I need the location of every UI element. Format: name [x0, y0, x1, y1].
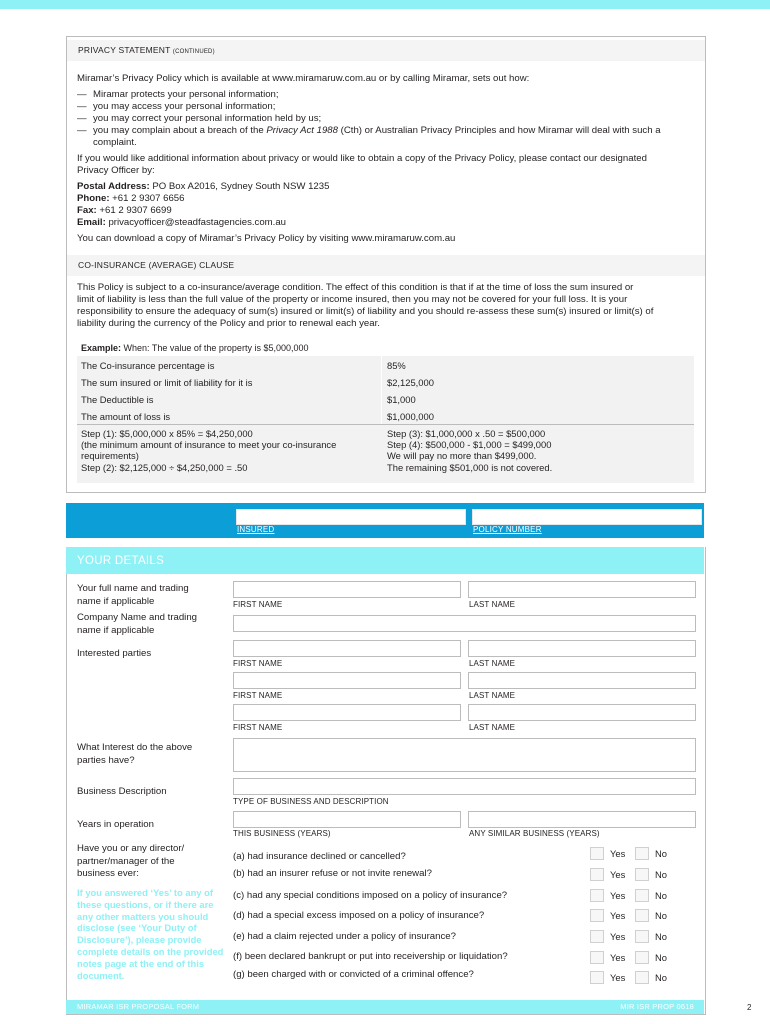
- first-name-label: FIRST NAME: [233, 723, 283, 732]
- example-header-row: [77, 339, 694, 357]
- interest-question: [77, 742, 192, 767]
- yes-checkbox[interactable]: [590, 868, 604, 881]
- postal-value: PO Box A2016, Sydney South NSW 1235: [149, 181, 330, 192]
- last-name-label: LAST NAME: [469, 659, 516, 668]
- no-checkbox[interactable]: [635, 847, 649, 860]
- question-item: (e) had a claim rejected under a policy of insurance?: [233, 931, 456, 942]
- no-checkbox[interactable]: [635, 951, 649, 964]
- interested-first-name-input[interactable]: [233, 704, 461, 721]
- steps-left: [81, 428, 336, 473]
- fax-label: Fax:: [77, 205, 97, 216]
- no-label: No: [655, 869, 667, 880]
- row-value: 85%: [387, 360, 406, 371]
- coinsurance-heading-band: [67, 255, 705, 276]
- insured-input[interactable]: [236, 509, 466, 525]
- column-divider: [381, 356, 382, 373]
- company-name-input[interactable]: [233, 615, 696, 632]
- row-label: The sum insured or limit of liability for it is: [81, 377, 253, 388]
- example-label: Example:: [81, 343, 122, 353]
- question-line: Interested parties: [77, 648, 152, 659]
- question-line: Years in operation: [77, 819, 154, 830]
- yes-checkbox[interactable]: [590, 971, 604, 984]
- example-text: When: The value of the property is $5,000,000: [121, 343, 309, 353]
- step-line: Step (4): $500,000 - $1,000 = $499,000: [387, 439, 552, 451]
- fax-value: +61 2 9307 6699: [96, 205, 172, 216]
- privacy-heading-text: PRIVACY STATEMENT: [78, 45, 171, 55]
- director-question: [77, 843, 184, 881]
- step-line: Step (2): $2,125,000 ÷ $4,250,000 = .50: [81, 461, 248, 473]
- row-value: $1,000,000: [387, 411, 434, 422]
- first-name-input[interactable]: [233, 581, 461, 598]
- interest-textarea[interactable]: [233, 738, 696, 772]
- step-line: The remaining $501,000 is not covered.: [387, 461, 553, 473]
- yes-checkbox[interactable]: [590, 930, 604, 943]
- coinsurance-paragraph: limit of liability is less than the full value of the property or income insured, then you may not be covered for your full loss. It is your: [77, 294, 628, 305]
- example-header: [81, 343, 308, 353]
- calculation-steps: [77, 425, 694, 483]
- yes-label: Yes: [610, 848, 626, 859]
- business-description-input[interactable]: [233, 778, 696, 795]
- step-line: (the minimum amount of insurance to meet your co-insurance: [81, 439, 337, 451]
- question-line: partner/manager of the: [77, 855, 175, 867]
- step-line: Step (3): $1,000,000 x .50 = $500,000: [387, 428, 546, 439]
- question-item: (a) had insurance declined or cancelled?: [233, 851, 406, 862]
- coinsurance-paragraph: This Policy is subject to a co-insurance/average condition. The effect of this condition is that if at the time of loss the sum insured or: [77, 282, 634, 293]
- table-row: [77, 407, 694, 425]
- row-label: The Co-insurance percentage is: [81, 360, 215, 371]
- privacy-heading-suffix: (CONTINUED): [172, 49, 215, 55]
- yes-checkbox[interactable]: [590, 847, 604, 860]
- step-line: We will pay no more than $499,000.: [387, 450, 537, 462]
- disclosure-note: If you answered ‘Yes’ to any of these questions, or if there are any other matters you should disclose (see ‘Your Duty of Disclosure’), please provide complete details on the provided notes page at the end of this document.: [77, 887, 224, 981]
- footer-bar: [66, 1000, 704, 1014]
- row-label: The Deductible is: [81, 394, 154, 405]
- no-label: No: [655, 952, 667, 963]
- email-label: Email:: [77, 217, 106, 228]
- interested-first-name-input[interactable]: [233, 672, 461, 689]
- interested-last-name-input[interactable]: [468, 704, 696, 721]
- no-checkbox[interactable]: [635, 868, 649, 881]
- privacy-heading-band: [67, 40, 705, 61]
- this-business-label: THIS BUSINESS (YEARS): [233, 829, 331, 838]
- company-name-question: [77, 612, 197, 637]
- bullet-text-rest: (Cth) or Australian Privacy Principles and how Miramar will deal with such a: [337, 125, 661, 136]
- last-name-label: LAST NAME: [469, 691, 516, 700]
- coinsurance-heading: CO-INSURANCE (AVERAGE) CLAUSE: [78, 260, 235, 270]
- interested-last-name-input[interactable]: [468, 640, 696, 657]
- step-line: requirements): [81, 450, 139, 462]
- yes-checkbox[interactable]: [590, 951, 604, 964]
- yes-checkbox[interactable]: [590, 909, 604, 922]
- your-details-header: [66, 547, 704, 574]
- coinsurance-paragraph: responsibility to ensure the adequacy of sum(s) insured or limit(s) of liability and you should re-assess these sum(s) insured or limit(s) of: [77, 306, 654, 317]
- table-row: [77, 356, 694, 374]
- question-line: parties have?: [77, 754, 135, 766]
- insured-bar: [66, 503, 704, 538]
- yes-label: Yes: [610, 952, 626, 963]
- last-name-label: LAST NAME: [469, 600, 516, 609]
- page-number: 2: [747, 1003, 752, 1012]
- similar-business-years-input[interactable]: [468, 811, 696, 828]
- full-name-question: [77, 583, 189, 608]
- bullet-text: you may complain about a breach of the: [93, 125, 264, 136]
- question-item: (c) had any special conditions imposed on a policy of insurance?: [233, 890, 508, 901]
- column-divider: [381, 373, 382, 390]
- no-label: No: [655, 890, 667, 901]
- phone: [77, 193, 184, 205]
- phone-value: +61 2 9307 6656: [109, 193, 185, 204]
- bullet-dash: —: [77, 101, 87, 112]
- privacy-intro: Miramar’s Privacy Policy which is available at www.miramaruw.com.au or by calling Miramar, sets out how:: [77, 73, 530, 84]
- postal-label: Postal Address:: [77, 181, 150, 192]
- question-line: Company Name and trading: [77, 612, 197, 623]
- bullet-dash: —: [77, 113, 87, 124]
- last-name-input[interactable]: [468, 581, 696, 598]
- question-line: What Interest do the above: [77, 742, 193, 753]
- yes-label: Yes: [610, 972, 626, 983]
- policy-number-input[interactable]: [472, 509, 702, 525]
- bullet-dash: —: [77, 89, 87, 100]
- interested-last-name-input[interactable]: [468, 672, 696, 689]
- email-value: privacyofficer@steadfastagencies.com.au: [105, 217, 287, 228]
- question-line: Have you or any director/: [77, 843, 185, 854]
- interested-parties-question: [77, 648, 151, 661]
- column-divider: [381, 390, 382, 407]
- yes-label: Yes: [610, 869, 626, 880]
- privacy-bullet: you may correct your personal information held by us;: [93, 113, 322, 124]
- type-of-business-label: TYPE OF BUSINESS AND DESCRIPTION: [233, 797, 389, 806]
- privacy-bullet-complaint: [93, 125, 661, 137]
- question-line: Your full name and trading: [77, 583, 189, 594]
- row-label: The amount of loss is: [81, 411, 171, 422]
- question-item: (g) been charged with or convicted of a criminal offence?: [233, 969, 474, 980]
- postal-address: [77, 181, 329, 193]
- years-in-operation-question: [77, 819, 154, 832]
- question-item: (d) had a special excess imposed on a policy of insurance?: [233, 910, 485, 921]
- row-value: $1,000: [387, 394, 416, 405]
- footer-form-name: MIRAMAR ISR PROPOSAL FORM: [77, 1002, 200, 1011]
- no-label: No: [655, 848, 667, 859]
- bullet-dash: —: [77, 125, 87, 136]
- first-name-label: FIRST NAME: [233, 691, 283, 700]
- question-line: name if applicable: [77, 624, 155, 636]
- business-description-question: [77, 786, 167, 799]
- question-line: name if applicable: [77, 595, 155, 607]
- no-label: No: [655, 910, 667, 921]
- privacy-contact-line: Privacy Officer by:: [77, 165, 155, 176]
- first-name-label: FIRST NAME: [233, 600, 283, 609]
- top-accent-bar: [0, 0, 770, 9]
- yes-checkbox[interactable]: [590, 889, 604, 902]
- no-label: No: [655, 972, 667, 983]
- privacy-contact-line: If you would like additional information about privacy or would like to obtain a copy of the Privacy Policy, please contact our designated: [77, 153, 647, 164]
- no-checkbox[interactable]: [635, 930, 649, 943]
- privacy-bullet: you may access your personal information;: [93, 101, 276, 112]
- last-name-label: LAST NAME: [469, 723, 516, 732]
- footer-form-code: MIR ISR PROP 0618: [620, 1002, 694, 1011]
- yes-label: Yes: [610, 910, 626, 921]
- fax: [77, 205, 172, 217]
- your-details-heading: YOUR DETAILS: [77, 555, 165, 567]
- step-line: Step (1): $5,000,000 x 85% = $4,250,000: [81, 428, 253, 439]
- similar-business-label: ANY SIMILAR BUSINESS (YEARS): [469, 829, 600, 838]
- privacy-bullet-cont: complaint.: [93, 137, 137, 148]
- privacy-heading: [78, 45, 215, 55]
- yes-label: Yes: [610, 931, 626, 942]
- email: [77, 217, 286, 229]
- question-line: Business Description: [77, 786, 167, 797]
- no-label: No: [655, 931, 667, 942]
- yes-label: Yes: [610, 890, 626, 901]
- question-line: business ever:: [77, 868, 139, 880]
- no-checkbox[interactable]: [635, 889, 649, 902]
- phone-label: Phone:: [77, 193, 110, 204]
- no-checkbox[interactable]: [635, 909, 649, 922]
- column-divider: [381, 407, 382, 424]
- question-item: (b) had an insurer refuse or not invite renewal?: [233, 868, 432, 879]
- table-row: [77, 390, 694, 408]
- no-checkbox[interactable]: [635, 971, 649, 984]
- policy-number-label: POLICY NUMBER: [473, 525, 542, 534]
- privacy-bullet: Miramar protects your personal information;: [93, 89, 279, 100]
- coinsurance-paragraph: liability during the currency of the Policy and prior to renewal each year.: [77, 318, 380, 329]
- this-business-years-input[interactable]: [233, 811, 461, 828]
- first-name-label: FIRST NAME: [233, 659, 283, 668]
- privacy-act-italic: Privacy Act 1988: [266, 125, 338, 136]
- question-item: (f) been declared bankrupt or put into receivership or liquidation?: [233, 951, 508, 962]
- interested-first-name-input[interactable]: [233, 640, 461, 657]
- privacy-download: You can download a copy of Miramar’s Privacy Policy by visiting www.miramaruw.com.au: [77, 233, 456, 244]
- steps-right: [387, 428, 552, 473]
- row-value: $2,125,000: [387, 377, 434, 388]
- table-row: [77, 373, 694, 391]
- insured-label: INSURED: [237, 525, 275, 534]
